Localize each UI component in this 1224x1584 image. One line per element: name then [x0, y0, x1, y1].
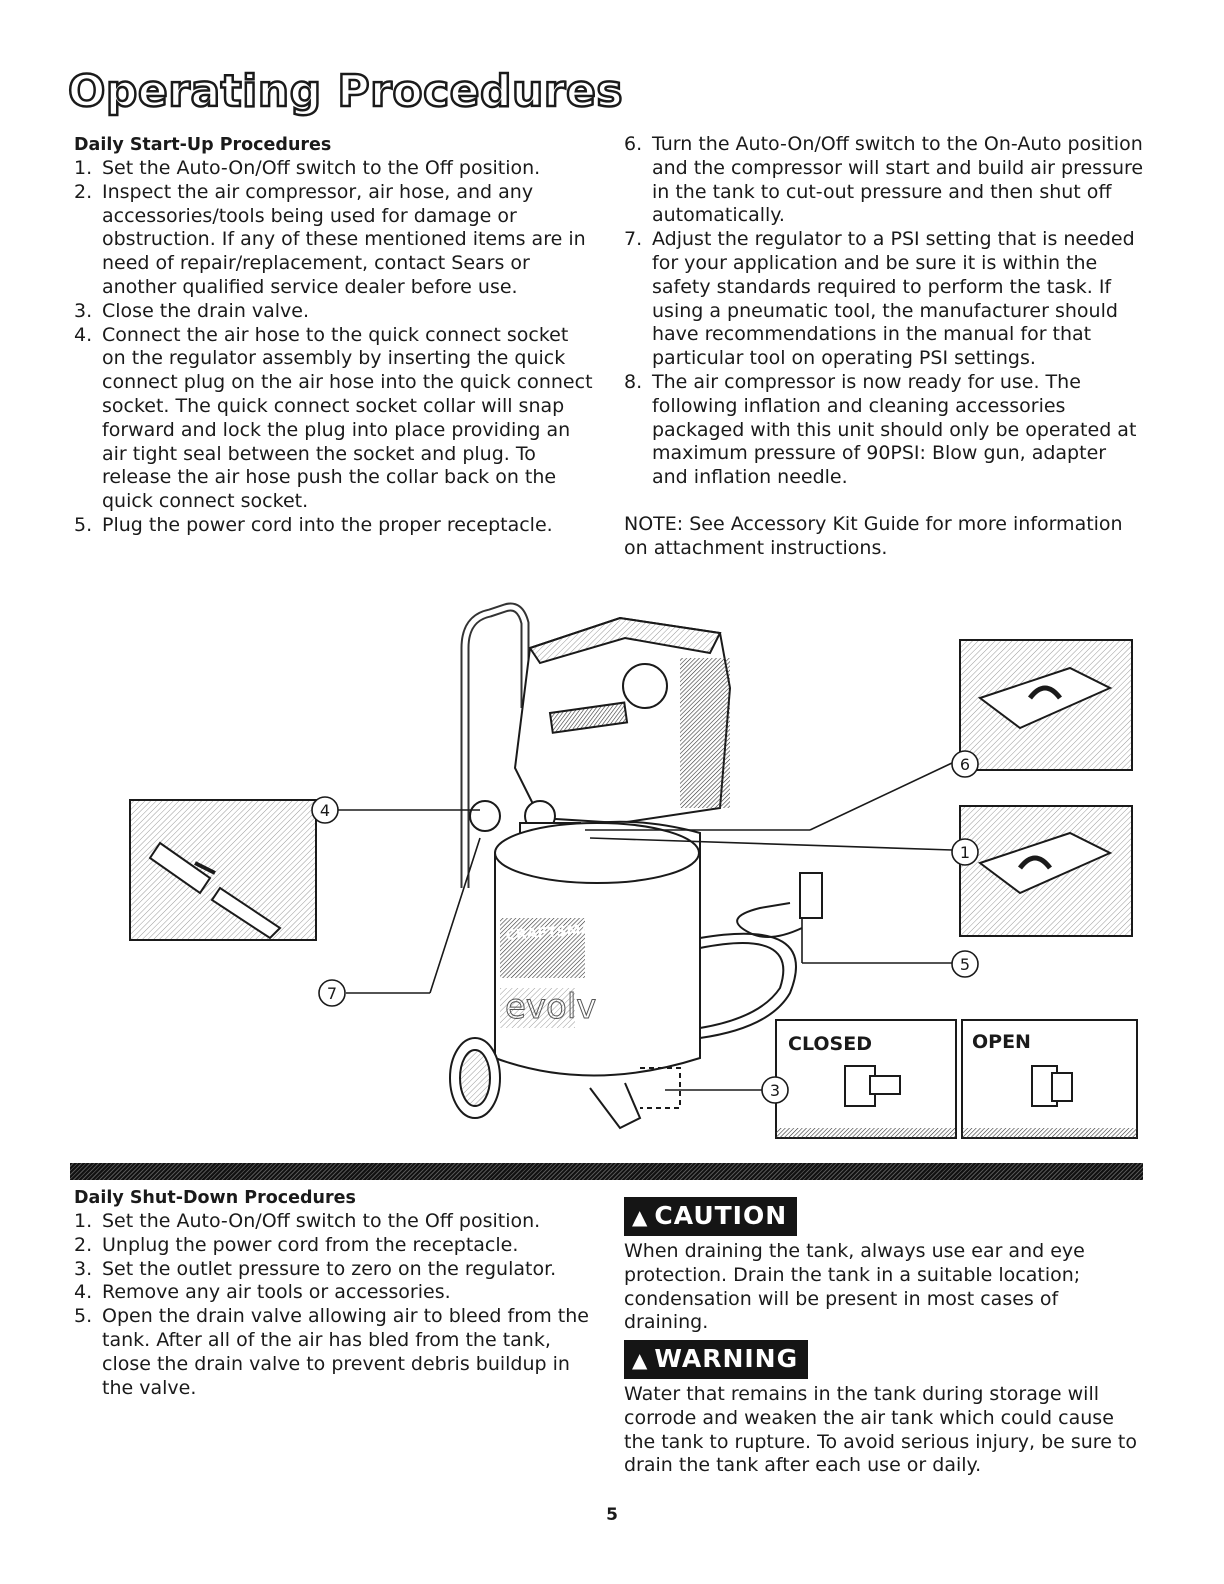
step-text: Set the Auto-On/Off switch to the Off position.: [102, 1210, 541, 1232]
inset-drain-open: [962, 1020, 1137, 1138]
inset-switch-on: [960, 640, 1132, 770]
open-label: OPEN: [972, 1031, 1031, 1053]
warning-triangle-icon: ▲: [632, 1348, 649, 1372]
callout-6: [952, 751, 978, 777]
section-divider: [70, 1163, 1143, 1180]
callout-3-label: 3: [769, 1081, 781, 1100]
step-number: 4.: [74, 323, 93, 346]
step-number: 3.: [74, 1257, 93, 1280]
startup-right-column: [624, 133, 1144, 580]
startup-heading: Daily Start-Up Procedures: [74, 135, 332, 155]
caution-badge: [624, 1197, 797, 1236]
step-text: Remove any air tools or accessories.: [102, 1281, 451, 1304]
step-text: Close the drain valve.: [102, 299, 310, 322]
callout-7: [319, 980, 345, 1006]
list-item: [74, 1305, 594, 1400]
brand-logo-text: CRAFTSMAN: [505, 921, 604, 944]
step-text: Inspect the air compressor, air hose, and any accessories/tools being used for damage or obstruction. If any of these mentioned items are in need of repair/replacement, contact Sears or another qualified service dealer before use.: [102, 180, 586, 298]
callout-7-label: 7: [326, 984, 338, 1003]
shutdown-column: [74, 1186, 594, 1400]
warning-text: Water that remains in the tank during storage will corrode and weaken the air tank which could cause the tank to rupture. To avoid serious injury, be sure to drain the tank after each use or daily.: [624, 1383, 1137, 1477]
warning-badge: [624, 1340, 808, 1379]
list-item: [74, 1281, 594, 1305]
warning-triangle-icon: ▲: [632, 1205, 649, 1229]
callout-6-label: 6: [959, 755, 971, 774]
callout-1: [952, 839, 978, 865]
step-number: 7.: [624, 228, 643, 251]
caution-text: When draining the tank, always use ear and eye protection. Drain the tank in a suitable location; condensation will be present in most cases of draining.: [624, 1240, 1085, 1334]
list-item: [74, 300, 594, 324]
step-text: The air compressor is now ready for use. The following inflation and cleaning accessories packaged with this unit should only be operated at maximum pressure of 90PSI: Blow gun, adapter and inflation needle.: [652, 370, 1137, 489]
callout-1-label: 1: [959, 843, 971, 862]
list-item: [624, 228, 1144, 371]
inset-quick-connect: [130, 800, 316, 940]
step-number: 1.: [74, 1210, 93, 1232]
step-text: Plug the power cord into the proper receptacle.: [102, 513, 553, 536]
shutdown-steps: [74, 1210, 594, 1400]
list-item: [74, 181, 594, 300]
page-number: 5: [606, 1505, 618, 1525]
shutdown-heading: Daily Shut-Down Procedures: [74, 1188, 356, 1208]
list-item: [624, 133, 1144, 228]
caution-label: CAUTION: [654, 1201, 788, 1230]
warning-label: WARNING: [654, 1344, 799, 1373]
compressor-illustration: [120, 588, 1140, 1153]
callout-3: [762, 1077, 788, 1103]
inset-switch-off: [960, 806, 1132, 936]
model-logo-text: evolv: [505, 987, 597, 1027]
step-text: Adjust the regulator to a PSI setting that is needed for your application and be sure it is within the safety standards required to perform the task. If using a pneumatic tool, the manufacturer should have recommendations in the manual for that particular tool on operating PSI settings.: [652, 228, 1135, 370]
step-number: 2.: [74, 180, 93, 203]
list-item: [74, 1210, 594, 1234]
step-text: Connect the air hose to the quick connect socket on the regulator assembly by inserting the quick connect plug on the air hose into the quick connect socket. The quick connect socket collar will snap forward and lock the plug into place providing an air tight seal between the socket and plug. To release the air hose push the collar back on the quick connect socket.: [102, 323, 593, 513]
step-number: 8.: [624, 370, 643, 393]
step-number: 5.: [74, 513, 93, 536]
step-number: 3.: [74, 299, 93, 322]
step-text: Turn the Auto-On/Off switch to the On-Auto position and the compressor will start and build air pressure in the tank to cut-out pressure and then shut off automatically.: [652, 133, 1144, 227]
list-item: [74, 1234, 594, 1258]
startup-steps-right: [624, 133, 1144, 490]
callout-5: [952, 951, 978, 977]
closed-label: CLOSED: [788, 1033, 872, 1055]
step-number: 5.: [74, 1305, 93, 1328]
step-text: Open the drain valve allowing air to bleed from the tank. After all of the air has bled from the tank, close the drain valve to prevent debris buildup in the valve.: [102, 1305, 589, 1399]
warning-block: [624, 1340, 1144, 1478]
step-number: 6.: [624, 133, 643, 155]
step-number: 2.: [74, 1233, 93, 1256]
list-item: [74, 157, 594, 181]
list-item: [624, 371, 1144, 490]
startup-left-column: [74, 133, 594, 538]
caution-block: [624, 1197, 1144, 1335]
startup-steps-left: [74, 157, 594, 538]
step-number: 1.: [74, 157, 93, 179]
callout-4: [312, 797, 338, 823]
page-title: Operating Procedures: [68, 66, 624, 117]
step-number: 4.: [74, 1281, 93, 1304]
callout-4-label: 4: [319, 801, 331, 820]
list-item: [74, 1258, 594, 1282]
callout-5-label: 5: [959, 955, 971, 974]
step-text: Unplug the power cord from the receptacle.: [102, 1233, 519, 1256]
step-text: Set the outlet pressure to zero on the regulator.: [102, 1257, 557, 1280]
compressor-drawing: [450, 607, 822, 1128]
step-text: Set the Auto-On/Off switch to the Off position.: [102, 157, 541, 179]
inset-drain-closed: [776, 1020, 956, 1138]
list-item: [74, 324, 594, 514]
list-item: [74, 514, 594, 538]
note-text: NOTE: See Accessory Kit Guide for more information on attachment instructions.: [624, 512, 1123, 559]
